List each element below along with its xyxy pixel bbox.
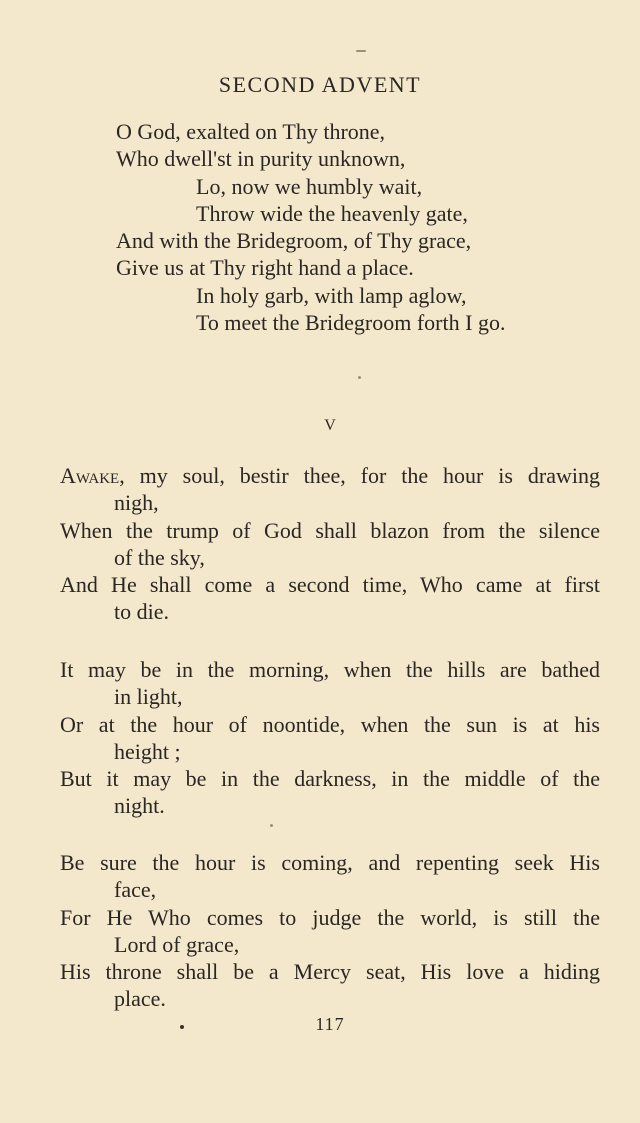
verse-continuation: Lord of grace, (114, 931, 240, 957)
verse-line: And He shall come a second time, Who came at first (60, 572, 600, 598)
verse-line: Who dwell'st in purity unknown, (116, 146, 406, 172)
stanza-1 (60, 462, 600, 626)
print-mark (358, 376, 361, 379)
verse-line: Lo, now we humbly wait, (196, 173, 423, 199)
drop-word: Awake, (60, 463, 125, 488)
page-number: 117 (315, 1014, 345, 1034)
verse-continuation: of the sky, (114, 544, 205, 570)
verse-line: It may be in the morning, when the hills are bathed (60, 657, 600, 682)
running-header: SECOND ADVENT (218, 72, 422, 97)
verse-line: O God, exalted on Thy throne, (116, 119, 386, 144)
verse-line: But it may be in the darkness, in the middle of the (60, 766, 600, 792)
verse-line: And with the Bridegroom, of Thy grace, (116, 228, 472, 254)
verse-text: my soul, bestir thee, for the hour is drawing (124, 463, 600, 488)
verse-line (60, 462, 600, 489)
verse-continuation: in light, (114, 684, 183, 710)
verse-line: Throw wide the heavenly gate, (196, 200, 468, 226)
stanza-2 (60, 656, 600, 820)
verse-line: Or at the hour of noontide, when the sun is at his (60, 711, 600, 737)
verse-line: For He Who comes to judge the world, is still the (60, 904, 600, 930)
print-mark (270, 824, 273, 827)
verse-continuation: place. (114, 986, 166, 1012)
verse-line: Be sure the hour is coming, and repenting seek His (60, 850, 600, 875)
verse-continuation: nigh, (114, 490, 159, 516)
verse-line: When the trump of God shall blazon from the silence (60, 517, 600, 543)
verse-line: Give us at Thy right hand a place. (116, 255, 414, 281)
verse-continuation: face, (114, 877, 157, 903)
verse-line: To meet the Bridegroom forth I go. (196, 310, 506, 336)
opening-verse (116, 118, 505, 336)
verse-line: His throne shall be a Mercy seat, His love a hiding (60, 959, 600, 985)
section-number: V (324, 417, 336, 434)
verse-continuation: to die. (114, 599, 169, 625)
verse-continuation: night. (114, 793, 165, 819)
print-mark (356, 50, 366, 52)
stanza-3 (60, 849, 600, 1013)
verse-line: In holy garb, with lamp aglow, (196, 282, 467, 308)
verse-continuation: height ; (114, 738, 181, 764)
